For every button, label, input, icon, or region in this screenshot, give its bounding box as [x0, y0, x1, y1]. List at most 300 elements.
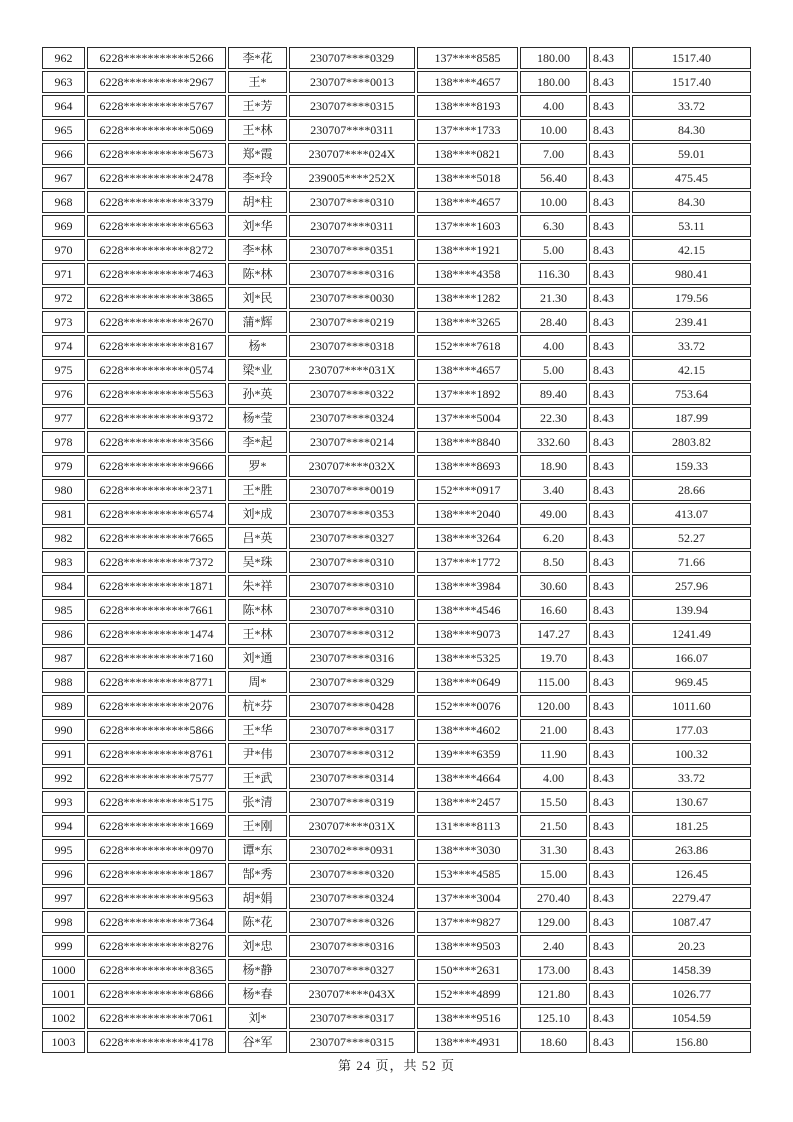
card-number-cell: 6228***********3379 [87, 191, 226, 213]
phone-cell: 138****3265 [417, 311, 518, 333]
total-cell: 159.33 [632, 455, 751, 477]
phone-cell: 139****6359 [417, 743, 518, 765]
id-number-cell: 230707****0353 [289, 503, 415, 525]
card-number-cell: 6228***********8272 [87, 239, 226, 261]
name-cell: 吴*珠 [228, 551, 287, 573]
card-number-cell: 6228***********2478 [87, 167, 226, 189]
table-row [42, 983, 751, 1005]
row-number-cell: 977 [42, 407, 85, 429]
table-row [42, 623, 751, 645]
total-cell: 1011.60 [632, 695, 751, 717]
total-cell: 181.25 [632, 815, 751, 837]
phone-cell: 138****9516 [417, 1007, 518, 1029]
amount-cell: 120.00 [520, 695, 587, 717]
amount-cell: 16.60 [520, 599, 587, 621]
table-row [42, 1007, 751, 1029]
total-cell: 239.41 [632, 311, 751, 333]
total-cell: 20.23 [632, 935, 751, 957]
phone-cell: 138****4931 [417, 1031, 518, 1053]
id-number-cell: 230707****0214 [289, 431, 415, 453]
phone-cell: 138****8193 [417, 95, 518, 117]
row-number-cell: 1001 [42, 983, 85, 1005]
phone-cell: 138****1921 [417, 239, 518, 261]
name-cell: 周* [228, 671, 287, 693]
name-cell: 郜*秀 [228, 863, 287, 885]
total-cell: 33.72 [632, 335, 751, 357]
rate-cell: 8.43 [589, 719, 630, 741]
rate-cell: 8.43 [589, 143, 630, 165]
phone-cell: 138****2040 [417, 503, 518, 525]
rate-cell: 8.43 [589, 671, 630, 693]
table-row [42, 71, 751, 93]
card-number-cell: 6228***********7061 [87, 1007, 226, 1029]
name-cell: 陈*花 [228, 911, 287, 933]
table-row [42, 719, 751, 741]
name-cell: 王*刚 [228, 815, 287, 837]
table-row [42, 911, 751, 933]
amount-cell: 21.30 [520, 287, 587, 309]
name-cell: 胡*柱 [228, 191, 287, 213]
amount-cell: 28.40 [520, 311, 587, 333]
card-number-cell: 6228***********8365 [87, 959, 226, 981]
row-number-cell: 991 [42, 743, 85, 765]
rate-cell: 8.43 [589, 695, 630, 717]
card-number-cell: 6228***********3865 [87, 287, 226, 309]
id-number-cell: 230707****0019 [289, 479, 415, 501]
phone-cell: 137****1733 [417, 119, 518, 141]
card-number-cell: 6228***********7661 [87, 599, 226, 621]
row-number-cell: 988 [42, 671, 85, 693]
phone-cell: 138****2457 [417, 791, 518, 813]
row-number-cell: 985 [42, 599, 85, 621]
name-cell: 王* [228, 71, 287, 93]
amount-cell: 4.00 [520, 95, 587, 117]
card-number-cell: 6228***********2076 [87, 695, 226, 717]
card-number-cell: 6228***********0970 [87, 839, 226, 861]
rate-cell: 8.43 [589, 551, 630, 573]
rate-cell: 8.43 [589, 983, 630, 1005]
amount-cell: 270.40 [520, 887, 587, 909]
row-number-cell: 981 [42, 503, 85, 525]
row-number-cell: 984 [42, 575, 85, 597]
total-cell: 126.45 [632, 863, 751, 885]
id-number-cell: 230707****0326 [289, 911, 415, 933]
card-number-cell: 6228***********6866 [87, 983, 226, 1005]
rate-cell: 8.43 [589, 791, 630, 813]
name-cell: 王*林 [228, 623, 287, 645]
card-number-cell: 6228***********7160 [87, 647, 226, 669]
row-number-cell: 976 [42, 383, 85, 405]
phone-cell: 152****7618 [417, 335, 518, 357]
id-number-cell: 230707****032X [289, 455, 415, 477]
rate-cell: 8.43 [589, 743, 630, 765]
name-cell: 杨* [228, 335, 287, 357]
id-number-cell: 230707****0317 [289, 1007, 415, 1029]
card-number-cell: 6228***********3566 [87, 431, 226, 453]
phone-cell: 138****5325 [417, 647, 518, 669]
rate-cell: 8.43 [589, 647, 630, 669]
name-cell: 王*武 [228, 767, 287, 789]
row-number-cell: 974 [42, 335, 85, 357]
row-number-cell: 987 [42, 647, 85, 669]
id-number-cell: 230707****0310 [289, 599, 415, 621]
total-cell: 1517.40 [632, 47, 751, 69]
name-cell: 陈*林 [228, 599, 287, 621]
name-cell: 张*清 [228, 791, 287, 813]
amount-cell: 22.30 [520, 407, 587, 429]
rate-cell: 8.43 [589, 623, 630, 645]
table-row [42, 527, 751, 549]
name-cell: 王*林 [228, 119, 287, 141]
row-number-cell: 962 [42, 47, 85, 69]
name-cell: 陈*林 [228, 263, 287, 285]
table-row [42, 47, 751, 69]
rate-cell: 8.43 [589, 263, 630, 285]
total-cell: 139.94 [632, 599, 751, 621]
amount-cell: 56.40 [520, 167, 587, 189]
rate-cell: 8.43 [589, 527, 630, 549]
table-row [42, 407, 751, 429]
total-cell: 166.07 [632, 647, 751, 669]
rate-cell: 8.43 [589, 287, 630, 309]
amount-cell: 8.50 [520, 551, 587, 573]
row-number-cell: 980 [42, 479, 85, 501]
card-number-cell: 6228***********7372 [87, 551, 226, 573]
table-row [42, 887, 751, 909]
table-row [42, 551, 751, 573]
phone-cell: 138****9073 [417, 623, 518, 645]
rate-cell: 8.43 [589, 503, 630, 525]
amount-cell: 129.00 [520, 911, 587, 933]
card-number-cell: 6228***********2967 [87, 71, 226, 93]
id-number-cell: 230707****0310 [289, 551, 415, 573]
phone-cell: 138****4546 [417, 599, 518, 621]
row-number-cell: 973 [42, 311, 85, 333]
table-body [42, 47, 751, 1053]
card-number-cell: 6228***********7463 [87, 263, 226, 285]
total-cell: 980.41 [632, 263, 751, 285]
table-row [42, 287, 751, 309]
row-number-cell: 989 [42, 695, 85, 717]
amount-cell: 49.00 [520, 503, 587, 525]
table-row [42, 119, 751, 141]
amount-cell: 5.00 [520, 359, 587, 381]
total-cell: 475.45 [632, 167, 751, 189]
phone-cell: 137****5004 [417, 407, 518, 429]
id-number-cell: 230707****0319 [289, 791, 415, 813]
phone-cell: 152****4899 [417, 983, 518, 1005]
name-cell: 尹*伟 [228, 743, 287, 765]
id-number-cell: 230707****024X [289, 143, 415, 165]
total-cell: 969.45 [632, 671, 751, 693]
id-number-cell: 230707****0318 [289, 335, 415, 357]
id-number-cell: 230707****0030 [289, 287, 415, 309]
row-number-cell: 964 [42, 95, 85, 117]
name-cell: 郑*霞 [228, 143, 287, 165]
rate-cell: 8.43 [589, 455, 630, 477]
table-row [42, 335, 751, 357]
phone-cell: 137****1892 [417, 383, 518, 405]
amount-cell: 332.60 [520, 431, 587, 453]
total-cell: 28.66 [632, 479, 751, 501]
card-number-cell: 6228***********5866 [87, 719, 226, 741]
card-number-cell: 6228***********8771 [87, 671, 226, 693]
amount-cell: 5.00 [520, 239, 587, 261]
total-cell: 263.86 [632, 839, 751, 861]
row-number-cell: 995 [42, 839, 85, 861]
id-number-cell: 239005****252X [289, 167, 415, 189]
card-number-cell: 6228***********2670 [87, 311, 226, 333]
table-row [42, 695, 751, 717]
rate-cell: 8.43 [589, 407, 630, 429]
id-number-cell: 230707****0320 [289, 863, 415, 885]
amount-cell: 115.00 [520, 671, 587, 693]
amount-cell: 7.00 [520, 143, 587, 165]
amount-cell: 173.00 [520, 959, 587, 981]
card-number-cell: 6228***********7364 [87, 911, 226, 933]
name-cell: 刘*成 [228, 503, 287, 525]
name-cell: 李*花 [228, 47, 287, 69]
total-cell: 2279.47 [632, 887, 751, 909]
total-cell: 187.99 [632, 407, 751, 429]
row-number-cell: 990 [42, 719, 85, 741]
row-number-cell: 994 [42, 815, 85, 837]
card-number-cell: 6228***********1871 [87, 575, 226, 597]
amount-cell: 18.60 [520, 1031, 587, 1053]
total-cell: 1087.47 [632, 911, 751, 933]
card-number-cell: 6228***********5563 [87, 383, 226, 405]
id-number-cell: 230707****0315 [289, 1031, 415, 1053]
id-number-cell: 230707****0310 [289, 575, 415, 597]
row-number-cell: 966 [42, 143, 85, 165]
card-number-cell: 6228***********8761 [87, 743, 226, 765]
amount-cell: 15.50 [520, 791, 587, 813]
row-number-cell: 967 [42, 167, 85, 189]
phone-cell: 138****4657 [417, 191, 518, 213]
amount-cell: 21.00 [520, 719, 587, 741]
rate-cell: 8.43 [589, 767, 630, 789]
name-cell: 刘*民 [228, 287, 287, 309]
row-number-cell: 972 [42, 287, 85, 309]
total-cell: 257.96 [632, 575, 751, 597]
table-row [42, 311, 751, 333]
name-cell: 李*起 [228, 431, 287, 453]
card-number-cell: 6228***********8167 [87, 335, 226, 357]
card-number-cell: 6228***********2371 [87, 479, 226, 501]
amount-cell: 116.30 [520, 263, 587, 285]
id-number-cell: 230707****0311 [289, 119, 415, 141]
row-number-cell: 998 [42, 911, 85, 933]
row-number-cell: 993 [42, 791, 85, 813]
id-number-cell: 230707****0314 [289, 767, 415, 789]
amount-cell: 125.10 [520, 1007, 587, 1029]
rate-cell: 8.43 [589, 335, 630, 357]
row-number-cell: 970 [42, 239, 85, 261]
name-cell: 吕*英 [228, 527, 287, 549]
phone-cell: 138****4657 [417, 359, 518, 381]
id-number-cell: 230707****0324 [289, 887, 415, 909]
table-row [42, 191, 751, 213]
payment-table [40, 45, 753, 1055]
table-row [42, 647, 751, 669]
name-cell: 梁*业 [228, 359, 287, 381]
phone-cell: 137****1603 [417, 215, 518, 237]
id-number-cell: 230707****0315 [289, 95, 415, 117]
name-cell: 刘*通 [228, 647, 287, 669]
phone-cell: 138****0821 [417, 143, 518, 165]
id-number-cell: 230707****0428 [289, 695, 415, 717]
rate-cell: 8.43 [589, 239, 630, 261]
table-row [42, 431, 751, 453]
card-number-cell: 6228***********9563 [87, 887, 226, 909]
name-cell: 孙*英 [228, 383, 287, 405]
card-number-cell: 6228***********4178 [87, 1031, 226, 1053]
id-number-cell: 230707****031X [289, 815, 415, 837]
phone-cell: 138****0649 [417, 671, 518, 693]
amount-cell: 4.00 [520, 767, 587, 789]
total-cell: 1458.39 [632, 959, 751, 981]
id-number-cell: 230707****0329 [289, 47, 415, 69]
card-number-cell: 6228***********1669 [87, 815, 226, 837]
row-number-cell: 992 [42, 767, 85, 789]
row-number-cell: 1002 [42, 1007, 85, 1029]
row-number-cell: 1000 [42, 959, 85, 981]
total-cell: 53.11 [632, 215, 751, 237]
card-number-cell: 6228***********8276 [87, 935, 226, 957]
amount-cell: 19.70 [520, 647, 587, 669]
name-cell: 李*林 [228, 239, 287, 261]
name-cell: 李*玲 [228, 167, 287, 189]
table-row [42, 263, 751, 285]
name-cell: 谭*东 [228, 839, 287, 861]
table-row [42, 743, 751, 765]
table-row [42, 575, 751, 597]
phone-cell: 138****4358 [417, 263, 518, 285]
card-number-cell: 6228***********5673 [87, 143, 226, 165]
row-number-cell: 997 [42, 887, 85, 909]
id-number-cell: 230707****0329 [289, 671, 415, 693]
row-number-cell: 982 [42, 527, 85, 549]
id-number-cell: 230707****0312 [289, 623, 415, 645]
table-row [42, 863, 751, 885]
amount-cell: 121.80 [520, 983, 587, 1005]
amount-cell: 10.00 [520, 191, 587, 213]
phone-cell: 138****3030 [417, 839, 518, 861]
amount-cell: 6.20 [520, 527, 587, 549]
total-cell: 33.72 [632, 767, 751, 789]
amount-cell: 180.00 [520, 71, 587, 93]
amount-cell: 10.00 [520, 119, 587, 141]
table-row [42, 143, 751, 165]
id-number-cell: 230707****0316 [289, 263, 415, 285]
total-cell: 42.15 [632, 239, 751, 261]
card-number-cell: 6228***********1474 [87, 623, 226, 645]
amount-cell: 18.90 [520, 455, 587, 477]
table-row [42, 239, 751, 261]
rate-cell: 8.43 [589, 479, 630, 501]
phone-cell: 153****4585 [417, 863, 518, 885]
name-cell: 杨*春 [228, 983, 287, 1005]
table-row [42, 383, 751, 405]
table-row [42, 455, 751, 477]
card-number-cell: 6228***********9666 [87, 455, 226, 477]
row-number-cell: 975 [42, 359, 85, 381]
id-number-cell: 230707****0013 [289, 71, 415, 93]
amount-cell: 31.30 [520, 839, 587, 861]
amount-cell: 180.00 [520, 47, 587, 69]
total-cell: 177.03 [632, 719, 751, 741]
amount-cell: 15.00 [520, 863, 587, 885]
table-row [42, 479, 751, 501]
phone-cell: 137****9827 [417, 911, 518, 933]
table-row [42, 599, 751, 621]
total-cell: 413.07 [632, 503, 751, 525]
amount-cell: 6.30 [520, 215, 587, 237]
total-cell: 179.56 [632, 287, 751, 309]
row-number-cell: 978 [42, 431, 85, 453]
total-cell: 59.01 [632, 143, 751, 165]
rate-cell: 8.43 [589, 167, 630, 189]
id-number-cell: 230707****0311 [289, 215, 415, 237]
id-number-cell: 230707****0317 [289, 719, 415, 741]
phone-cell: 152****0076 [417, 695, 518, 717]
phone-cell: 138****9503 [417, 935, 518, 957]
row-number-cell: 965 [42, 119, 85, 141]
rate-cell: 8.43 [589, 959, 630, 981]
rate-cell: 8.43 [589, 359, 630, 381]
name-cell: 刘*忠 [228, 935, 287, 957]
total-cell: 1241.49 [632, 623, 751, 645]
name-cell: 王*胜 [228, 479, 287, 501]
page-indicator: 第 24 页，共 52 页 [337, 1058, 455, 1073]
id-number-cell: 230707****0316 [289, 935, 415, 957]
rate-cell: 8.43 [589, 383, 630, 405]
name-cell: 罗* [228, 455, 287, 477]
total-cell: 33.72 [632, 95, 751, 117]
total-cell: 84.30 [632, 119, 751, 141]
name-cell: 杭*芬 [228, 695, 287, 717]
id-number-cell: 230707****0312 [289, 743, 415, 765]
total-cell: 1026.77 [632, 983, 751, 1005]
table-row [42, 839, 751, 861]
card-number-cell: 6228***********6574 [87, 503, 226, 525]
row-number-cell: 969 [42, 215, 85, 237]
id-number-cell: 230707****0351 [289, 239, 415, 261]
phone-cell: 138****8693 [417, 455, 518, 477]
rate-cell: 8.43 [589, 71, 630, 93]
row-number-cell: 1003 [42, 1031, 85, 1053]
rate-cell: 8.43 [589, 311, 630, 333]
name-cell: 胡*娟 [228, 887, 287, 909]
table-row [42, 671, 751, 693]
name-cell: 王*芳 [228, 95, 287, 117]
phone-cell: 138****4657 [417, 71, 518, 93]
amount-cell: 147.27 [520, 623, 587, 645]
row-number-cell: 996 [42, 863, 85, 885]
id-number-cell: 230707****0327 [289, 959, 415, 981]
name-cell: 朱*祥 [228, 575, 287, 597]
table-row [42, 959, 751, 981]
id-number-cell: 230707****0327 [289, 527, 415, 549]
card-number-cell: 6228***********5266 [87, 47, 226, 69]
rate-cell: 8.43 [589, 1007, 630, 1029]
phone-cell: 138****4664 [417, 767, 518, 789]
row-number-cell: 999 [42, 935, 85, 957]
phone-cell: 138****4602 [417, 719, 518, 741]
id-number-cell: 230707****0324 [289, 407, 415, 429]
name-cell: 蒲*辉 [228, 311, 287, 333]
card-number-cell: 6228***********6563 [87, 215, 226, 237]
